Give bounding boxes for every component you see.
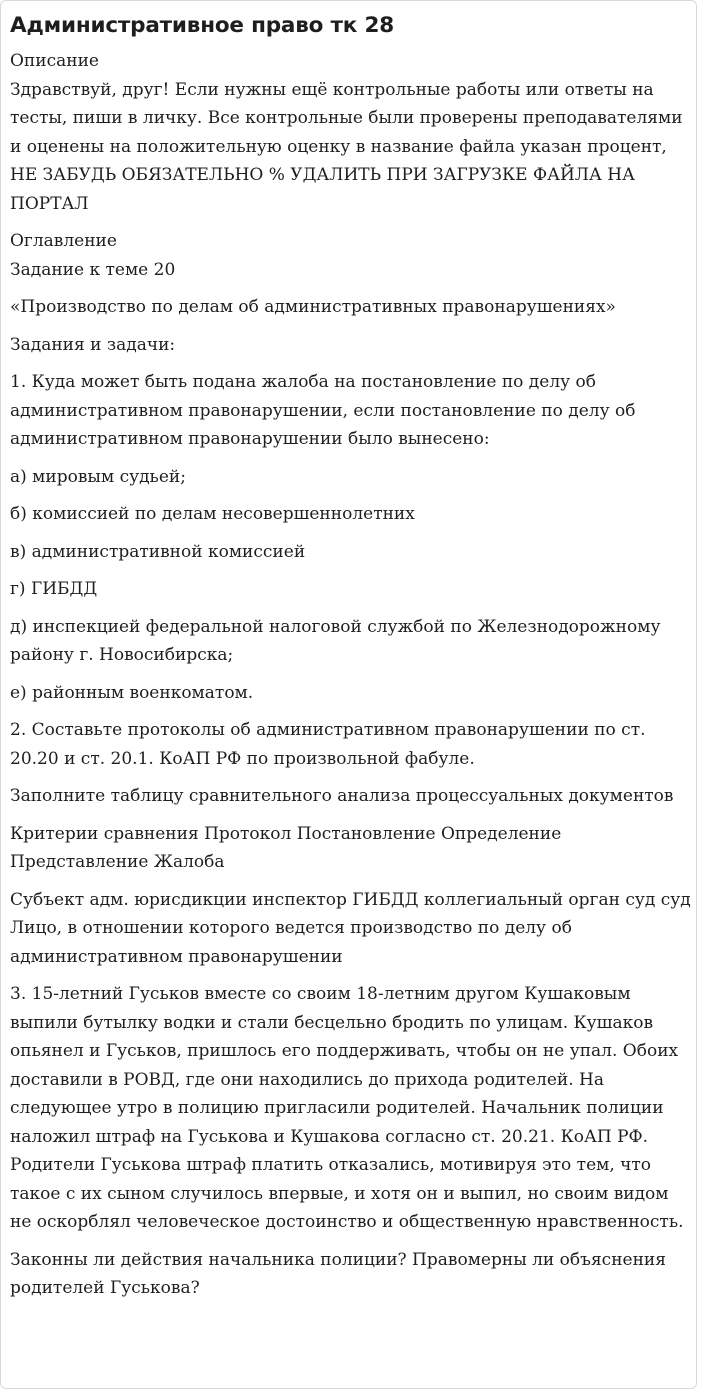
table-row-text: Субъект адм. юрисдикции инспектор ГИБДД коллегиальный орган суд суд Лицо, в отношении которого ведется производство по делу об административном правонарушении — [10, 889, 691, 967]
question-1-option-e: д) инспекцией федеральной налоговой службой по Железнодорожному району г. Новосибирска; — [10, 616, 661, 665]
question-1: 1. Куда может быть подана жалоба на постановление по делу об административном правонарушении, если постановление по делу об административном правонарушении было вынесено: — [10, 372, 636, 449]
question-1-option-d: г) ГИБДД — [10, 579, 98, 599]
table-instruction: Заполните таблицу сравнительного анализа процессуальных документов — [10, 786, 674, 806]
table-header-text: Критерии сравнения Протокол Постановление Определение Представление Жалоба — [10, 823, 562, 872]
question-1-option-a: а) мировым судьей; — [10, 466, 186, 487]
description-text: Здравствуй, друг! Если нужны ещё контрольные работы или ответы на тесты, пиши в личку. Все контрольные были проверены преподавателями и оценены на положительную оценку в название файла указан процент, НЕ ЗАБУДЬ ОБЯЗАТЕЛЬНО % УДАЛИТЬ ПРИ ЗАГРУЗКЕ ФАЙЛА НА ПОРТАЛ — [10, 79, 683, 214]
question-1-option-c: в) административной комиссией — [10, 541, 306, 562]
document-content — [10, 11, 694, 1312]
question-1-option-f: е) районным военкоматом. — [10, 682, 254, 703]
task-heading: Задание к теме 20 — [10, 259, 176, 280]
description-label: Описание — [10, 51, 99, 71]
tasks-label: Задания и задачи: — [10, 334, 176, 355]
toc-label: Оглавление — [10, 231, 117, 251]
question-1-option-b: б) комиссией по делам несовершеннолетних — [10, 504, 415, 524]
question-2: 2. Составьте протоколы об административном правонарушении по ст. 20.20 и ст. 20.1. КоАП РФ по произвольной фабуле. — [10, 720, 646, 769]
question-3-prompt: Законны ли действия начальника полиции? Правомерны ли объяснения родителей Гуськова? — [10, 1249, 666, 1298]
page-title: Административное право тк 28 — [10, 13, 394, 38]
question-3: 3. 15-летний Гуськов вместе со своим 18-летним другом Кушаковым выпили бутылку водки и стали бесцельно бродить по улицам. Кушаков опьянел и Гуськов, пришлось его поддерживать, чтобы он не упал. Обоих доставили в РОВД, где они находились до прихода родителей. На следующее утро в полицию пригласили родителей. Начальник полиции наложил штраф на Гуськова и Кушакова согласно ст. 20.21. КоАП РФ. Родители Гуськова штраф платить отказались, мотивируя это тем, что такое с их сыном случилось впервые, и хотя он и выпил, но своим видом не оскорблял человеческое достоинство и общественную нравственность. — [10, 984, 684, 1232]
topic-title: «Производство по делам об административных правонарушениях» — [10, 297, 616, 317]
